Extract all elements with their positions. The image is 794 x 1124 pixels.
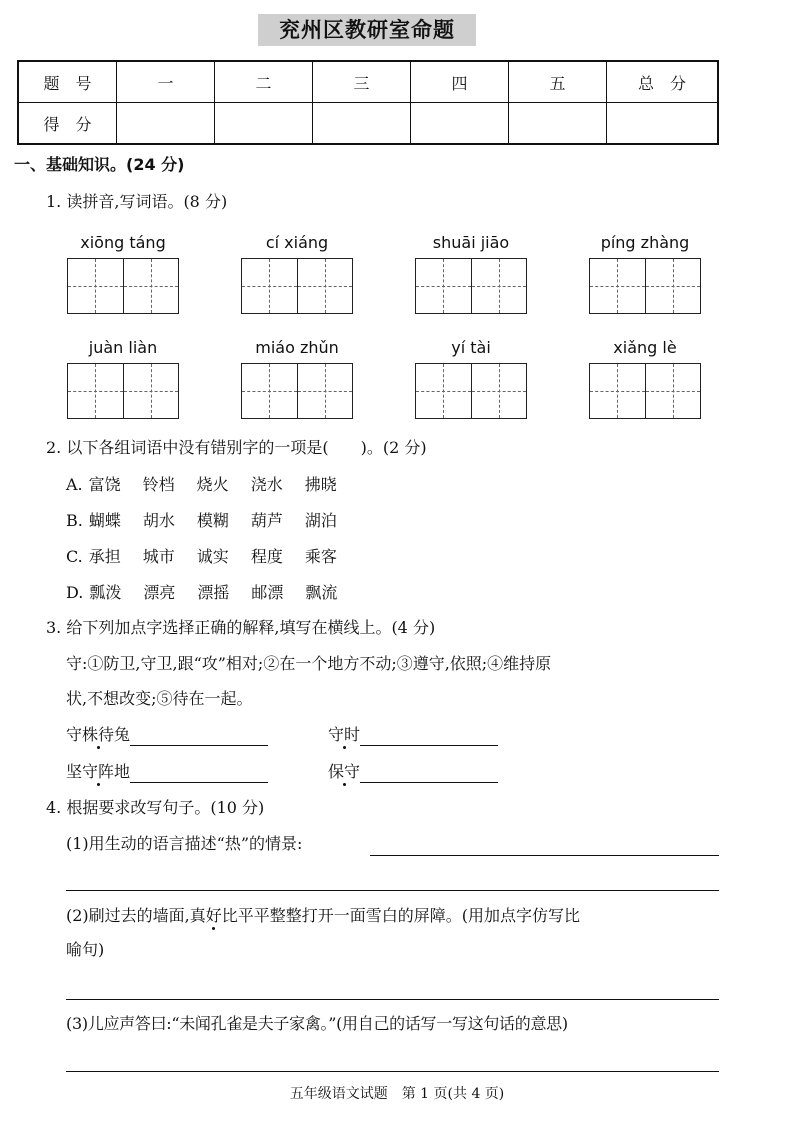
option-d[interactable]	[66, 580, 359, 603]
option-word: 承担	[88, 547, 121, 566]
q4-sub2-dotted-text: 真好比	[189, 906, 238, 925]
option-word: 程度	[250, 547, 283, 566]
answer-line[interactable]	[66, 1071, 719, 1072]
definition-text: 守:①防卫,守卫,跟“攻”相对;②在一个地方不动;③遵守,依照;④维持原	[66, 654, 552, 673]
score-header-cell: 五	[509, 61, 607, 103]
score-input-cell[interactable]	[215, 103, 313, 145]
option-word: 蝴蝶	[88, 511, 121, 530]
option-word: 湖泊	[304, 511, 337, 530]
score-header-cell: 题 号	[18, 61, 117, 103]
page-footer: 五年级语文试题 第 1 页(共 4 页)	[289, 1086, 505, 1102]
exam-title: 兖州区教研室命题	[258, 14, 476, 46]
option-c[interactable]	[66, 544, 359, 567]
question-1-prompt: 1. 读拼音,写词语。(8 分)	[46, 192, 228, 211]
option-word: 模糊	[196, 511, 229, 530]
pinyin-label: xiǎng lè	[613, 338, 677, 357]
answer-blank[interactable]	[360, 745, 498, 746]
option-word: 铃档	[142, 475, 175, 494]
answer-blank[interactable]	[130, 782, 268, 783]
option-word: 胡水	[142, 511, 175, 530]
option-word: 漂摇	[197, 583, 230, 602]
score-table-header-row	[18, 61, 718, 103]
answer-blank[interactable]	[360, 782, 498, 783]
score-input-cell[interactable]	[313, 103, 411, 145]
question-4-prompt: 4. 根据要求改写句子。(10 分)	[46, 798, 265, 817]
q3-item-text: 守时	[328, 725, 361, 744]
score-input-cell[interactable]	[607, 103, 719, 145]
score-header-cell: 三	[313, 61, 411, 103]
score-header-cell: 总 分	[607, 61, 719, 103]
option-word: 飘流	[305, 583, 338, 602]
option-word: 乘客	[304, 547, 337, 566]
pinyin-label: miáo zhǔn	[255, 338, 339, 357]
pinyin-label: juàn liàn	[88, 338, 158, 357]
score-header-cell: 二	[215, 61, 313, 103]
pinyin-label: píng zhàng	[600, 233, 690, 252]
answer-line[interactable]	[66, 999, 719, 1000]
option-word: 拂晓	[304, 475, 337, 494]
q3-item-text: 守株待兔	[66, 725, 131, 744]
q3-item-2	[328, 724, 498, 746]
q3-item-1	[66, 724, 268, 746]
writing-grid[interactable]	[241, 363, 353, 419]
q4-sub2-line2: 喻句)	[66, 940, 105, 959]
writing-grid[interactable]	[415, 258, 527, 314]
score-table	[17, 60, 719, 145]
option-word: 富饶	[88, 475, 121, 494]
option-label: D.	[66, 583, 84, 602]
answer-blank[interactable]	[130, 745, 268, 746]
option-label: A.	[66, 475, 83, 494]
q3-item-4	[328, 761, 498, 783]
pinyin-label: xiōng táng	[80, 233, 166, 252]
question-2-prompt: 2. 以下各组词语中没有错别字的一项是( )。(2 分)	[46, 438, 427, 457]
option-word: 烧火	[196, 475, 229, 494]
q4-sub1: (1)用生动的语言描述“热”的情景:	[66, 834, 303, 853]
score-input-cell[interactable]	[411, 103, 509, 145]
q3-item-3	[66, 761, 268, 783]
option-label: C.	[66, 547, 83, 566]
writing-grid[interactable]	[67, 258, 179, 314]
option-a[interactable]	[66, 472, 359, 495]
definition-text: 状,不想改变;⑤待在一起。	[66, 689, 253, 708]
q4-sub2	[66, 905, 580, 927]
writing-grid[interactable]	[589, 258, 701, 314]
q4-sub3: (3)儿应声答曰:“未闻孔雀是夫子家禽。”(用自己的话写一写这句话的意思)	[66, 1014, 568, 1033]
option-word: 浇水	[250, 475, 283, 494]
q3-item-text: 坚守阵地	[66, 762, 131, 781]
writing-grid[interactable]	[415, 363, 527, 419]
score-input-cell[interactable]	[509, 103, 607, 145]
option-word: 邮漂	[251, 583, 284, 602]
q3-item-text: 保守	[328, 762, 361, 781]
score-input-cell[interactable]	[117, 103, 215, 145]
option-word: 葫芦	[250, 511, 283, 530]
pinyin-label: cí xiáng	[265, 233, 329, 252]
writing-grid[interactable]	[67, 363, 179, 419]
option-word: 城市	[142, 547, 175, 566]
answer-line[interactable]	[66, 890, 719, 891]
score-row-label: 得 分	[18, 103, 117, 145]
section-heading: 一、基础知识。(24 分)	[14, 155, 185, 174]
q4-sub2-text: (2)刷过去的墙面,	[66, 906, 190, 925]
score-header-cell: 四	[411, 61, 509, 103]
score-header-cell: 一	[117, 61, 215, 103]
option-word: 漂亮	[143, 583, 176, 602]
answer-line[interactable]	[370, 855, 719, 856]
writing-grid[interactable]	[241, 258, 353, 314]
pinyin-label: shuāi jiāo	[432, 233, 510, 252]
writing-grid[interactable]	[589, 363, 701, 419]
q4-sub2-text: 平平整整打开一面雪白的屏障。(用加点字仿写比	[237, 906, 581, 925]
option-b[interactable]	[66, 508, 359, 531]
option-label: B.	[66, 511, 83, 530]
option-word: 诚实	[196, 547, 229, 566]
score-table-score-row	[18, 103, 718, 145]
question-3-prompt: 3. 给下列加点字选择正确的解释,填写在横线上。(4 分)	[46, 618, 436, 637]
pinyin-label: yí tài	[451, 338, 491, 357]
option-word: 瓢泼	[89, 583, 122, 602]
